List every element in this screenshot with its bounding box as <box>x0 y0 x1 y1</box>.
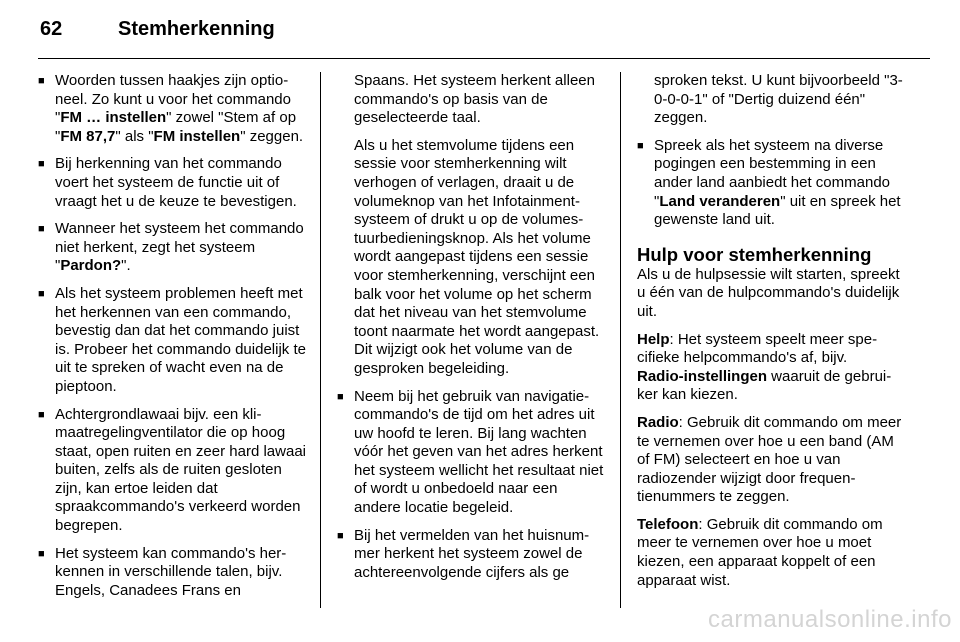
page-number: 62 <box>40 18 63 40</box>
column-3 <box>637 72 907 599</box>
paragraph: Telefoon: Gebruik dit commando om meer te vernemen over hoe u moet kiezen, een apparaat koppelt of een apparaat wist. <box>637 515 883 589</box>
paragraph: Help: Het systeem speelt meer specifieke helpcommando's af, bijv. Radio-instellingen waaruit de gebruiker kan kiezen. <box>637 330 892 404</box>
watermark: carmanualsonline.info <box>708 606 952 633</box>
header-rule <box>38 58 930 59</box>
section-heading: Hulp voor stemherkenning <box>637 243 872 265</box>
bullet-item: ■ Achtergrondlawaai bijv. een klimaatregelingventilator die op hoog staat, open ruiten en zeer hard lawaai buiten, zelfs als de ruiten gesloten zijn, kan ertoe leiden dat spraakcommando's verkeerd worden begrepen. <box>38 406 306 536</box>
page-header <box>40 18 275 48</box>
bullet-item: ■ Woorden tussen haakjes zijn optioneel. Zo kunt u voor het commando "FM … instellen" zowel "Stem af op "FM 87,7" als "FM instellen" zeggen. <box>38 72 306 146</box>
column-2 <box>337 72 605 591</box>
bullet-item: ■ Het systeem kan commando's herkennen in verschillende talen, bijv. Engels, Canadees Frans en <box>38 545 306 601</box>
column-divider-1 <box>320 72 321 608</box>
bullet-item: ■ Bij herkenning van het commando voert het systeem de functie uit of vraagt het u de keuze te bevestigen. <box>38 155 306 211</box>
bullet-item: ■ Bij het vermelden van het huisnummer herkent het systeem zowel de achtereenvolgende cijfers als ge <box>337 527 605 583</box>
paragraph: Als u de hulpsessie wilt starten, spreekt u één van de hulpcommando's duidelijk uit. <box>637 265 900 320</box>
bullet-item: ■ Neem bij het gebruik van navigatiecommando's de tijd om het adres uit uw hoofd te leren. Bij lang wachten vóór het geven van het adres herkent het systeem wellicht het resultaat niet of wordt u onbedoeld naar een andere locatie begeleid. <box>337 388 605 518</box>
paragraph: sproken tekst. U kunt bijvoorbeeld "3-0-0-0-1" of "Dertig duizend één" zeggen. <box>654 72 903 127</box>
paragraph: Als u het stemvolume tijdens een sessie voor stemherkenning wilt verhogen of verlagen, draait u de volumeknop van het Infotainmentsysteem of drukt u op de volumestuurbedieningsknop. Als het volume wordt aangepast tijdens een sessie voor stemherkenning, verschijnt een balk voor het volume op het scherm dat het niveau van het stemvolume toont naarmate het wordt aangepast. Dit wijzigt ook het volume van de gesproken begeleiding. <box>354 136 600 377</box>
paragraph: Spaans. Het systeem herkent alleen commando's op basis van de geselecteerde taal. <box>354 72 595 127</box>
bullet-item: ■ Spreek als het systeem na diverse pogingen een bestemming in een ander land aanbiedt het commando "Land veranderen" uit en spreek het gewenste land uit. <box>637 137 907 230</box>
column-1 <box>38 72 306 609</box>
bullet-item: ■ Wanneer het systeem het commando niet herkent, zegt het systeem "Pardon?". <box>38 220 306 276</box>
page-title: Stemherkenning <box>118 18 275 40</box>
paragraph: Radio: Gebruik dit commando om meer te vernemen over hoe u een band (AM of FM) selecteert en hoe u van radiozender wijzigt door frequentienummers te zeggen. <box>637 413 902 506</box>
bullet-item: ■ Als het systeem problemen heeft met het herkennen van een commando, bevestig dan dat het commando juist is. Probeer het commando duidelijk te uit te spreken of wacht even na de pieptoon. <box>38 285 306 397</box>
column-divider-2 <box>620 72 621 608</box>
